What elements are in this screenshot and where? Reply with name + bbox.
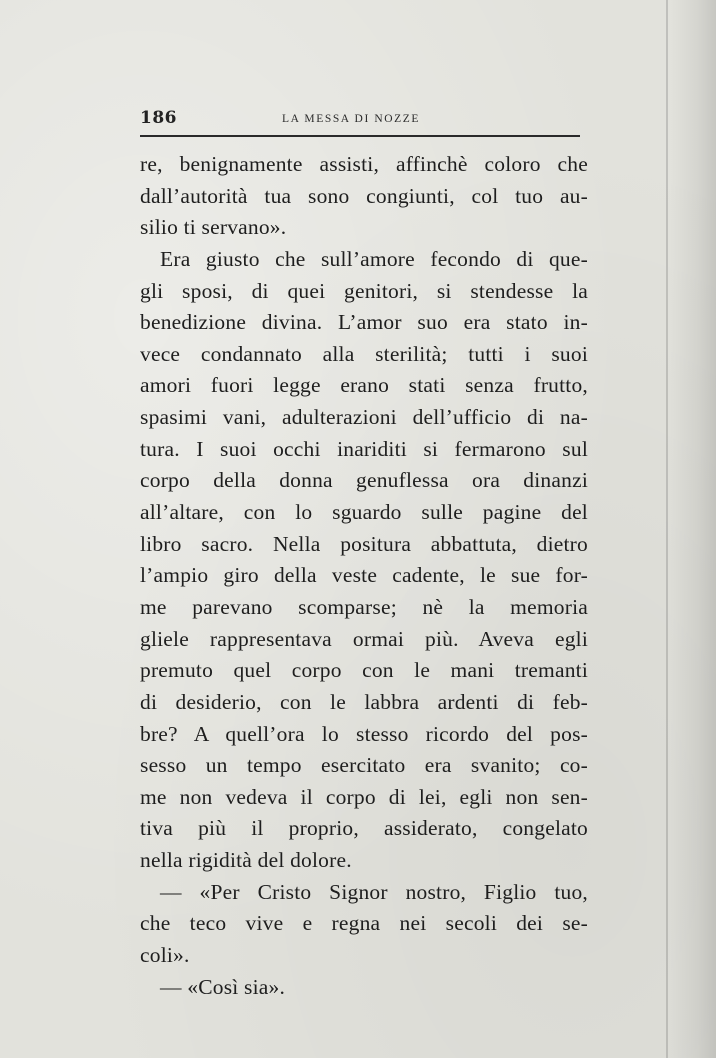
text-line: silio ti servano». [140, 215, 287, 240]
text-line: corpo della donna genuflessa ora dinanzi [140, 468, 588, 493]
page-header [140, 108, 580, 134]
text-line: benedizione divina. L’amor suo era stato in- [140, 310, 588, 335]
text-line: — «Per Cristo Signor nostro, Figlio tuo, [160, 879, 588, 904]
text-line: amori fuori legge erano stati senza frutto, [140, 373, 588, 398]
text-line: me non vedeva il corpo di lei, egli non sen- [140, 784, 588, 809]
text-line: premuto quel corpo con le mani tremanti [140, 658, 588, 683]
text-line: all’altare, con lo sguardo sulle pagine del [140, 500, 588, 525]
text-line: nella rigidità del dolore. [140, 848, 352, 873]
text-line: coli». [140, 943, 190, 968]
text-line: vece condannato alla sterilità; tutti i suoi [140, 341, 588, 366]
text-line: che teco vive e regna nei secoli dei se- [140, 911, 588, 936]
text-line: di desiderio, con le labbra ardenti di feb- [140, 689, 588, 714]
text-line: dall’autorità tua sono congiunti, col tuo au- [140, 183, 588, 208]
text-line: tura. I suoi occhi inariditi si fermarono sul [140, 436, 588, 461]
text-line: libro sacro. Nella positura abbattuta, dietro [140, 531, 588, 556]
body-text [140, 149, 588, 1003]
header-rule [140, 135, 580, 137]
text-line: gli sposi, di quei genitori, si stendesse la [140, 278, 588, 303]
text-line: — «Così sia». [160, 974, 286, 999]
text-line: re, benignamente assisti, affinchè coloro che [140, 152, 588, 176]
text-line: tiva più il proprio, assiderato, congelato [140, 816, 588, 841]
text-line: spasimi vani, adulterazioni dell’ufficio di na- [140, 405, 588, 430]
text-line: Era giusto che sull’amore fecondo di que- [160, 246, 588, 271]
page-fold-line [666, 0, 668, 1058]
text-line: me parevano scomparse; nè la memoria [140, 594, 588, 619]
text-line: sesso un tempo esercitato era svanito; co- [140, 753, 588, 778]
running-title: LA MESSA DI NOZZE [282, 113, 421, 125]
text-line: bre? A quell’ora lo stesso ricordo del pos- [140, 721, 588, 746]
page-number: 186 [140, 108, 177, 128]
page-edge-shadow [670, 0, 716, 1058]
text-line: l’ampio giro della veste cadente, le sue for- [140, 563, 588, 588]
text-line: gliele rappresentava ormai più. Aveva egli [140, 626, 588, 651]
